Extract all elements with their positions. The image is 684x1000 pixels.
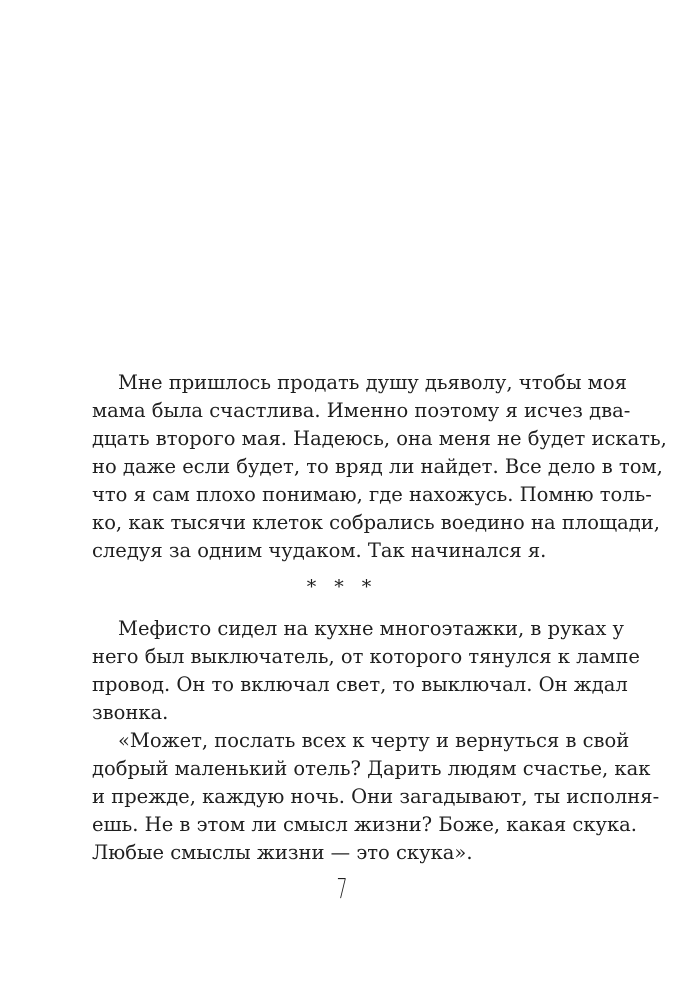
page-number: 7 (336, 872, 348, 905)
text-line: мама была счастлива. Именно поэтому я исчез два- (92, 399, 631, 422)
text-line: Мефисто сидел на кухне многоэтажки, в руках у (118, 617, 625, 640)
text-line: Мне пришлось продать душу дьяволу, чтобы моя (118, 371, 627, 394)
text-line: «Может, послать всех к черту и вернуться в свой (118, 729, 630, 752)
text-line: него был выключатель, от которого тянулся к лампе (92, 645, 640, 668)
text-line: Любые смыслы жизни — это скука». (92, 841, 473, 864)
text-line: дцать второго мая. Надеюсь, она меня не будет искать, (92, 427, 667, 450)
text-line: провод. Он то включал свет, то выключал. Он ждал (92, 673, 628, 696)
text-line: и прежде, каждую ночь. Они загадывают, ты исполня- (92, 785, 660, 808)
text-line: но даже если будет, то вряд ли найдет. Все дело в том, (92, 455, 663, 478)
text-line: что я сам плохо понимаю, где нахожусь. Помню толь- (92, 483, 652, 506)
text-line: добрый маленький отель? Дарить людям счастье, как (92, 757, 651, 780)
section-divider: * * * (306, 576, 378, 598)
text-line: ко, как тысячи клеток собрались воедино на площади, (92, 511, 660, 534)
text-line: звонка. (92, 701, 169, 724)
text-line: ешь. Не в этом ли смысл жизни? Боже, какая скука. (92, 813, 638, 836)
text-line: следуя за одним чудаком. Так начинался я. (92, 539, 547, 562)
